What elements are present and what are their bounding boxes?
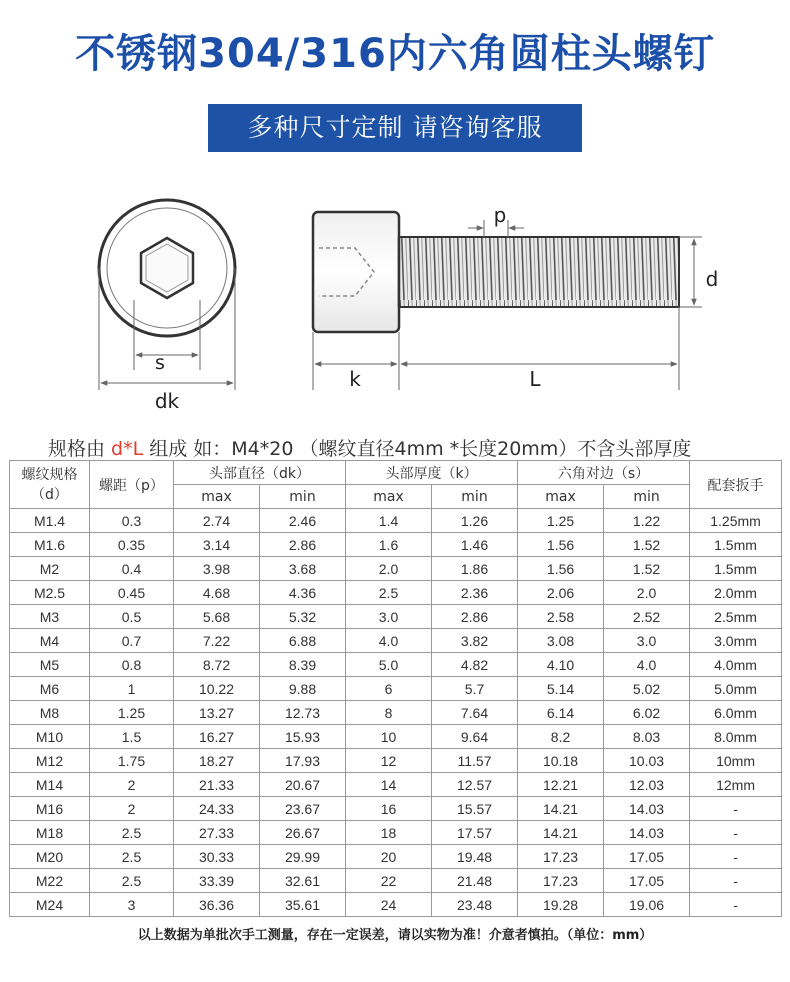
cell-s-max: 2.06 [518, 581, 604, 605]
table-row [10, 605, 782, 629]
cell-dk-max: 16.27 [174, 725, 260, 749]
cell-k-min: 7.64 [432, 701, 518, 725]
cell-k-min: 1.26 [432, 509, 518, 533]
cell-dk-min: 4.36 [260, 581, 346, 605]
header-k-max: max [346, 485, 432, 509]
cell-spec: M1.4 [10, 509, 90, 533]
cell-s-min: 2.0 [604, 581, 690, 605]
cell-k-min: 19.48 [432, 845, 518, 869]
spec-formula: d*L [111, 438, 144, 460]
cell-wrench: - [690, 821, 782, 845]
cell-dk-min: 5.32 [260, 605, 346, 629]
spec-note-prefix: 规格由 [48, 438, 112, 460]
cell-wrench: 1.25mm [690, 509, 782, 533]
cell-pitch: 0.45 [90, 581, 174, 605]
cell-dk-max: 3.98 [174, 557, 260, 581]
cell-dk-max: 18.27 [174, 749, 260, 773]
cell-s-min: 17.05 [604, 869, 690, 893]
cell-spec: M24 [10, 893, 90, 917]
header-wrench: 配套扳手 [690, 461, 782, 509]
cell-k-max: 2.5 [346, 581, 432, 605]
cell-s-min: 1.52 [604, 533, 690, 557]
cell-k-min: 3.82 [432, 629, 518, 653]
cell-s-max: 14.21 [518, 821, 604, 845]
cell-k-min: 2.86 [432, 605, 518, 629]
label-L: L [529, 367, 541, 391]
cell-wrench: - [690, 893, 782, 917]
spec-table-body [10, 509, 782, 917]
cell-s-min: 19.06 [604, 893, 690, 917]
label-s: s [155, 352, 165, 374]
cell-s-min: 2.52 [604, 605, 690, 629]
header-head-diameter: 头部直径（dk） [174, 461, 346, 485]
screw-side-view [313, 212, 702, 390]
cell-pitch: 2.5 [90, 869, 174, 893]
cell-spec: M16 [10, 797, 90, 821]
cell-dk-min: 17.93 [260, 749, 346, 773]
cell-s-min: 10.03 [604, 749, 690, 773]
cell-dk-max: 30.33 [174, 845, 260, 869]
cell-wrench: 5.0mm [690, 677, 782, 701]
cell-dk-min: 6.88 [260, 629, 346, 653]
cell-k-max: 22 [346, 869, 432, 893]
spec-note-suffix: 组成 如：M4*20 （螺纹直径4mm *长度20mm）不含头部厚度 [143, 438, 692, 460]
cell-spec: M4 [10, 629, 90, 653]
cell-dk-max: 8.72 [174, 653, 260, 677]
table-row [10, 629, 782, 653]
cell-spec: M14 [10, 773, 90, 797]
page-title: 不锈钢304/316内六角圆柱头螺钉 [75, 31, 715, 77]
cell-s-min: 4.0 [604, 653, 690, 677]
cell-spec: M18 [10, 821, 90, 845]
cell-k-min: 23.48 [432, 893, 518, 917]
cell-dk-max: 7.22 [174, 629, 260, 653]
cell-s-min: 17.05 [604, 845, 690, 869]
cell-k-min: 1.86 [432, 557, 518, 581]
label-k: k [349, 367, 361, 391]
cell-dk-max: 5.68 [174, 605, 260, 629]
cell-k-max: 8 [346, 701, 432, 725]
header-hex-across-flats: 六角对边（s） [518, 461, 690, 485]
cell-pitch: 0.8 [90, 653, 174, 677]
cell-pitch: 1.25 [90, 701, 174, 725]
cell-s-min: 12.03 [604, 773, 690, 797]
cell-wrench: 2.5mm [690, 605, 782, 629]
header-thread-spec: 螺纹规格 （d） [10, 461, 90, 509]
cell-k-min: 9.64 [432, 725, 518, 749]
cell-dk-min: 3.68 [260, 557, 346, 581]
header-s-max: max [518, 485, 604, 509]
cell-k-max: 6 [346, 677, 432, 701]
cell-pitch: 2.5 [90, 845, 174, 869]
cell-spec: M3 [10, 605, 90, 629]
cell-dk-max: 36.36 [174, 893, 260, 917]
spec-table [9, 460, 782, 917]
screw-diagram [0, 190, 790, 420]
cell-wrench: 3.0mm [690, 629, 782, 653]
cell-dk-max: 21.33 [174, 773, 260, 797]
cell-pitch: 0.35 [90, 533, 174, 557]
cell-pitch: 0.5 [90, 605, 174, 629]
cell-s-max: 8.2 [518, 725, 604, 749]
cell-dk-min: 23.67 [260, 797, 346, 821]
cell-s-max: 4.10 [518, 653, 604, 677]
cell-s-min: 8.03 [604, 725, 690, 749]
table-row [10, 845, 782, 869]
header-dk-max: max [174, 485, 260, 509]
header-s-min: min [604, 485, 690, 509]
cell-dk-min: 15.93 [260, 725, 346, 749]
cell-spec: M20 [10, 845, 90, 869]
cell-dk-min: 8.39 [260, 653, 346, 677]
cell-dk-min: 32.61 [260, 869, 346, 893]
cell-spec: M6 [10, 677, 90, 701]
cell-wrench: 10mm [690, 749, 782, 773]
cell-pitch: 0.7 [90, 629, 174, 653]
cell-dk-min: 29.99 [260, 845, 346, 869]
cell-s-max: 3.08 [518, 629, 604, 653]
cell-s-max: 1.25 [518, 509, 604, 533]
cell-s-max: 6.14 [518, 701, 604, 725]
label-p: p [493, 203, 507, 227]
cell-wrench: 4.0mm [690, 653, 782, 677]
cell-dk-min: 9.88 [260, 677, 346, 701]
cell-k-min: 17.57 [432, 821, 518, 845]
table-row [10, 749, 782, 773]
cell-s-min: 5.02 [604, 677, 690, 701]
cell-k-min: 21.48 [432, 869, 518, 893]
cell-dk-min: 20.67 [260, 773, 346, 797]
cell-spec: M8 [10, 701, 90, 725]
measurement-disclaimer: 以上数据为单批次手工测量，存在一定误差，请以实物为准！介意者慎拍。（单位：mm） [137, 928, 653, 943]
cell-pitch: 1 [90, 677, 174, 701]
cell-k-max: 3.0 [346, 605, 432, 629]
header-k-min: min [432, 485, 518, 509]
cell-s-min: 1.52 [604, 557, 690, 581]
cell-k-max: 5.0 [346, 653, 432, 677]
table-row [10, 869, 782, 893]
cell-pitch: 0.3 [90, 509, 174, 533]
table-row [10, 653, 782, 677]
label-dk: dk [154, 389, 180, 413]
header-dk-min: min [260, 485, 346, 509]
table-row [10, 557, 782, 581]
cell-spec: M22 [10, 869, 90, 893]
cell-wrench: 2.0mm [690, 581, 782, 605]
cell-spec: M12 [10, 749, 90, 773]
table-row [10, 509, 782, 533]
cell-wrench: - [690, 869, 782, 893]
cell-s-max: 2.58 [518, 605, 604, 629]
cell-dk-min: 12.73 [260, 701, 346, 725]
cell-k-max: 1.6 [346, 533, 432, 557]
cell-wrench: 8.0mm [690, 725, 782, 749]
cell-s-min: 1.22 [604, 509, 690, 533]
cell-k-max: 18 [346, 821, 432, 845]
cell-pitch: 2.5 [90, 821, 174, 845]
table-row [10, 677, 782, 701]
cell-dk-min: 2.46 [260, 509, 346, 533]
cell-dk-max: 27.33 [174, 821, 260, 845]
cell-spec: M5 [10, 653, 90, 677]
cell-s-min: 3.0 [604, 629, 690, 653]
table-row [10, 701, 782, 725]
cell-s-max: 19.28 [518, 893, 604, 917]
table-row [10, 821, 782, 845]
cell-wrench: - [690, 845, 782, 869]
cell-k-max: 24 [346, 893, 432, 917]
cell-k-max: 1.4 [346, 509, 432, 533]
custom-size-banner: 多种尺寸定制 请咨询客服 [208, 104, 582, 152]
cell-pitch: 0.4 [90, 557, 174, 581]
cell-k-min: 5.7 [432, 677, 518, 701]
table-row [10, 581, 782, 605]
cell-wrench: - [690, 797, 782, 821]
cell-dk-max: 10.22 [174, 677, 260, 701]
cell-dk-max: 2.74 [174, 509, 260, 533]
table-row [10, 893, 782, 917]
cell-spec: M2.5 [10, 581, 90, 605]
cell-dk-max: 13.27 [174, 701, 260, 725]
cell-spec: M1.6 [10, 533, 90, 557]
header-head-thickness: 头部厚度（k） [346, 461, 518, 485]
cell-dk-max: 3.14 [174, 533, 260, 557]
cell-spec: M2 [10, 557, 90, 581]
cell-k-max: 2.0 [346, 557, 432, 581]
cell-s-max: 14.21 [518, 797, 604, 821]
cell-wrench: 12mm [690, 773, 782, 797]
cell-pitch: 2 [90, 773, 174, 797]
spec-explanation [48, 434, 768, 461]
cell-pitch: 1.75 [90, 749, 174, 773]
cell-k-min: 12.57 [432, 773, 518, 797]
cell-k-min: 15.57 [432, 797, 518, 821]
label-d: d [705, 267, 719, 291]
table-row [10, 725, 782, 749]
cell-spec: M10 [10, 725, 90, 749]
cell-pitch: 1.5 [90, 725, 174, 749]
cell-k-max: 16 [346, 797, 432, 821]
cell-k-max: 4.0 [346, 629, 432, 653]
cell-k-min: 2.36 [432, 581, 518, 605]
cell-pitch: 3 [90, 893, 174, 917]
cell-k-max: 12 [346, 749, 432, 773]
cell-k-max: 10 [346, 725, 432, 749]
cell-wrench: 1.5mm [690, 533, 782, 557]
cell-s-min: 6.02 [604, 701, 690, 725]
cell-dk-min: 35.61 [260, 893, 346, 917]
cell-k-min: 11.57 [432, 749, 518, 773]
cell-dk-min: 2.86 [260, 533, 346, 557]
cell-dk-min: 26.67 [260, 821, 346, 845]
cell-wrench: 1.5mm [690, 557, 782, 581]
cell-s-max: 17.23 [518, 869, 604, 893]
cell-dk-max: 33.39 [174, 869, 260, 893]
cell-dk-max: 24.33 [174, 797, 260, 821]
cell-k-max: 14 [346, 773, 432, 797]
table-row [10, 533, 782, 557]
cell-dk-max: 4.68 [174, 581, 260, 605]
cell-s-max: 5.14 [518, 677, 604, 701]
cell-s-max: 12.21 [518, 773, 604, 797]
cell-s-min: 14.03 [604, 821, 690, 845]
cell-s-max: 17.23 [518, 845, 604, 869]
cell-k-min: 1.46 [432, 533, 518, 557]
header-pitch: 螺距（p） [90, 461, 174, 509]
cell-s-max: 1.56 [518, 557, 604, 581]
cell-pitch: 2 [90, 797, 174, 821]
cell-s-max: 10.18 [518, 749, 604, 773]
cell-k-min: 4.82 [432, 653, 518, 677]
cell-k-max: 20 [346, 845, 432, 869]
cell-s-max: 1.56 [518, 533, 604, 557]
cell-s-min: 14.03 [604, 797, 690, 821]
screw-head-top-view [99, 200, 235, 390]
cell-wrench: 6.0mm [690, 701, 782, 725]
table-row [10, 797, 782, 821]
table-row [10, 773, 782, 797]
